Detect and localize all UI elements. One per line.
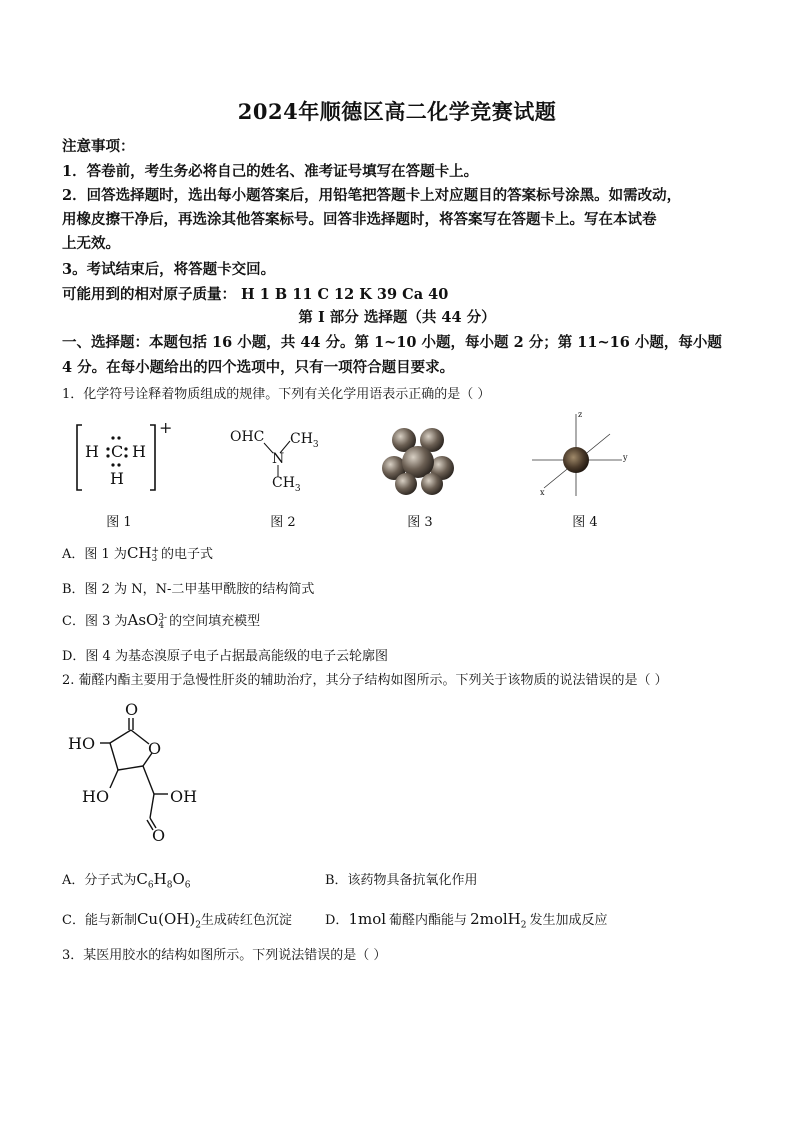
fig1-h-right: H (132, 442, 146, 461)
fig1-charge: + (159, 418, 173, 437)
q1-option-d: D．图 4 为基态溴原子电子占据最高能级的电子云轮廓图 (62, 649, 388, 664)
figure-4 (530, 410, 630, 500)
fig2-ch3-bottom: $CH_3$ (272, 475, 301, 494)
fig2-n: N (272, 451, 285, 467)
section-title: 第 I 部分 选择题（共 44 分） (298, 309, 496, 326)
fig2-caption: 图 2 (270, 515, 296, 530)
space-filling-model (380, 426, 460, 498)
fig4-caption: 图 4 (572, 515, 598, 530)
fig2-ch3-top: $CH_3$ (290, 431, 319, 450)
q2-option-d: D．1mol 葡醛内酯能与 2molH$_2$ 发生加成反应 (325, 910, 608, 931)
orbital-diagram (530, 410, 630, 500)
q2-o-carbonyl: O (125, 700, 139, 719)
fig4-axis-x: x (540, 488, 545, 497)
figure-3 (380, 426, 460, 498)
notice-item-3: 3。考试结束后，将答题卡交回。 (62, 261, 276, 278)
q1-option-b: B．图 2 为 N，N-二甲基甲酰胺的结构简式 (62, 582, 315, 597)
q2-structure (66, 698, 206, 853)
fig4-axis-y: y (623, 453, 628, 462)
q1-stem: 1．化学符号诠释着物质组成的规律。下列有关化学用语表示正确的是（ ） (62, 387, 491, 402)
q2-stem: 2. 葡醛内酯主要用于急慢性肝炎的辅助治疗，其分子结构如图所示。下列关于该物质的说法错误的是（ ） (62, 673, 668, 688)
notice-item-2-line-2: 用橡皮擦干净后，再选涂其他答案标号。回答非选择题时，将答案写在答题卡上。写在本试卷 (62, 211, 657, 228)
fig1-h-bottom: H (110, 469, 124, 488)
q1-option-c: C．图 3 为AsO 3- 4 的空间填充模型 (62, 611, 261, 631)
section-intro-line-1: 一、选择题：本题包括 16 小题，共 44 分。第 1~10 小题，每小题 2 分；第 11~16 小题，每小题 (62, 334, 722, 351)
figure-2 (228, 425, 338, 495)
q2-o-aldehyde: O (152, 826, 166, 845)
fig1-h-left: H (85, 442, 99, 461)
notice-item-2-line-1: 2．回答选择题时，选出每小题答案后，用铅笔把答题卡上对应题目的答案标号涂黑。如需改动， (62, 187, 682, 204)
fig4-axis-z: z (578, 410, 583, 419)
notice-item-2-line-3: 上无效。 (62, 235, 120, 252)
fig2-ohc: OHC (230, 429, 265, 445)
q2-option-a: A．分子式为$C_6H_8O_6$ (62, 870, 191, 891)
q3-stem: 3．某医用胶水的结构如图所示。下列说法错误的是（ ） (62, 948, 387, 963)
q2-option-b: B．该药物具备抗氧化作用 (325, 873, 478, 888)
q2-ho-1: HO (68, 734, 96, 753)
figure-1 (74, 420, 174, 495)
q2-oh: OH (170, 787, 198, 806)
lactone-bonds (66, 698, 206, 853)
q1-option-a: A．图 1 为CH + 3 的电子式 (62, 544, 214, 564)
notice-heading: 注意事项： (62, 138, 135, 155)
notice-item-1: 1．答卷前，考生务必将自己的姓名、准考证号填写在答题卡上。 (62, 163, 479, 180)
q2-option-c: C．能与新制$Cu(OH)_2$生成砖红色沉淀 (62, 910, 292, 931)
atomic-masses: 可能用到的相对原子质量： H 1 B 11 C 12 K 39 Ca 40 (62, 286, 449, 303)
q2-o-ring: O (148, 739, 162, 758)
fig3-caption: 图 3 (407, 515, 433, 530)
section-intro-line-2: 4 分。在每小题给出的四个选项中，只有一项符合题目要求。 (62, 359, 455, 376)
fig1-c: C (111, 442, 124, 461)
fig1-caption: 图 1 (106, 515, 132, 530)
page-title: 2024年顺德区高二化学竞赛试题 (237, 99, 557, 124)
q2-ho-2: HO (82, 787, 110, 806)
